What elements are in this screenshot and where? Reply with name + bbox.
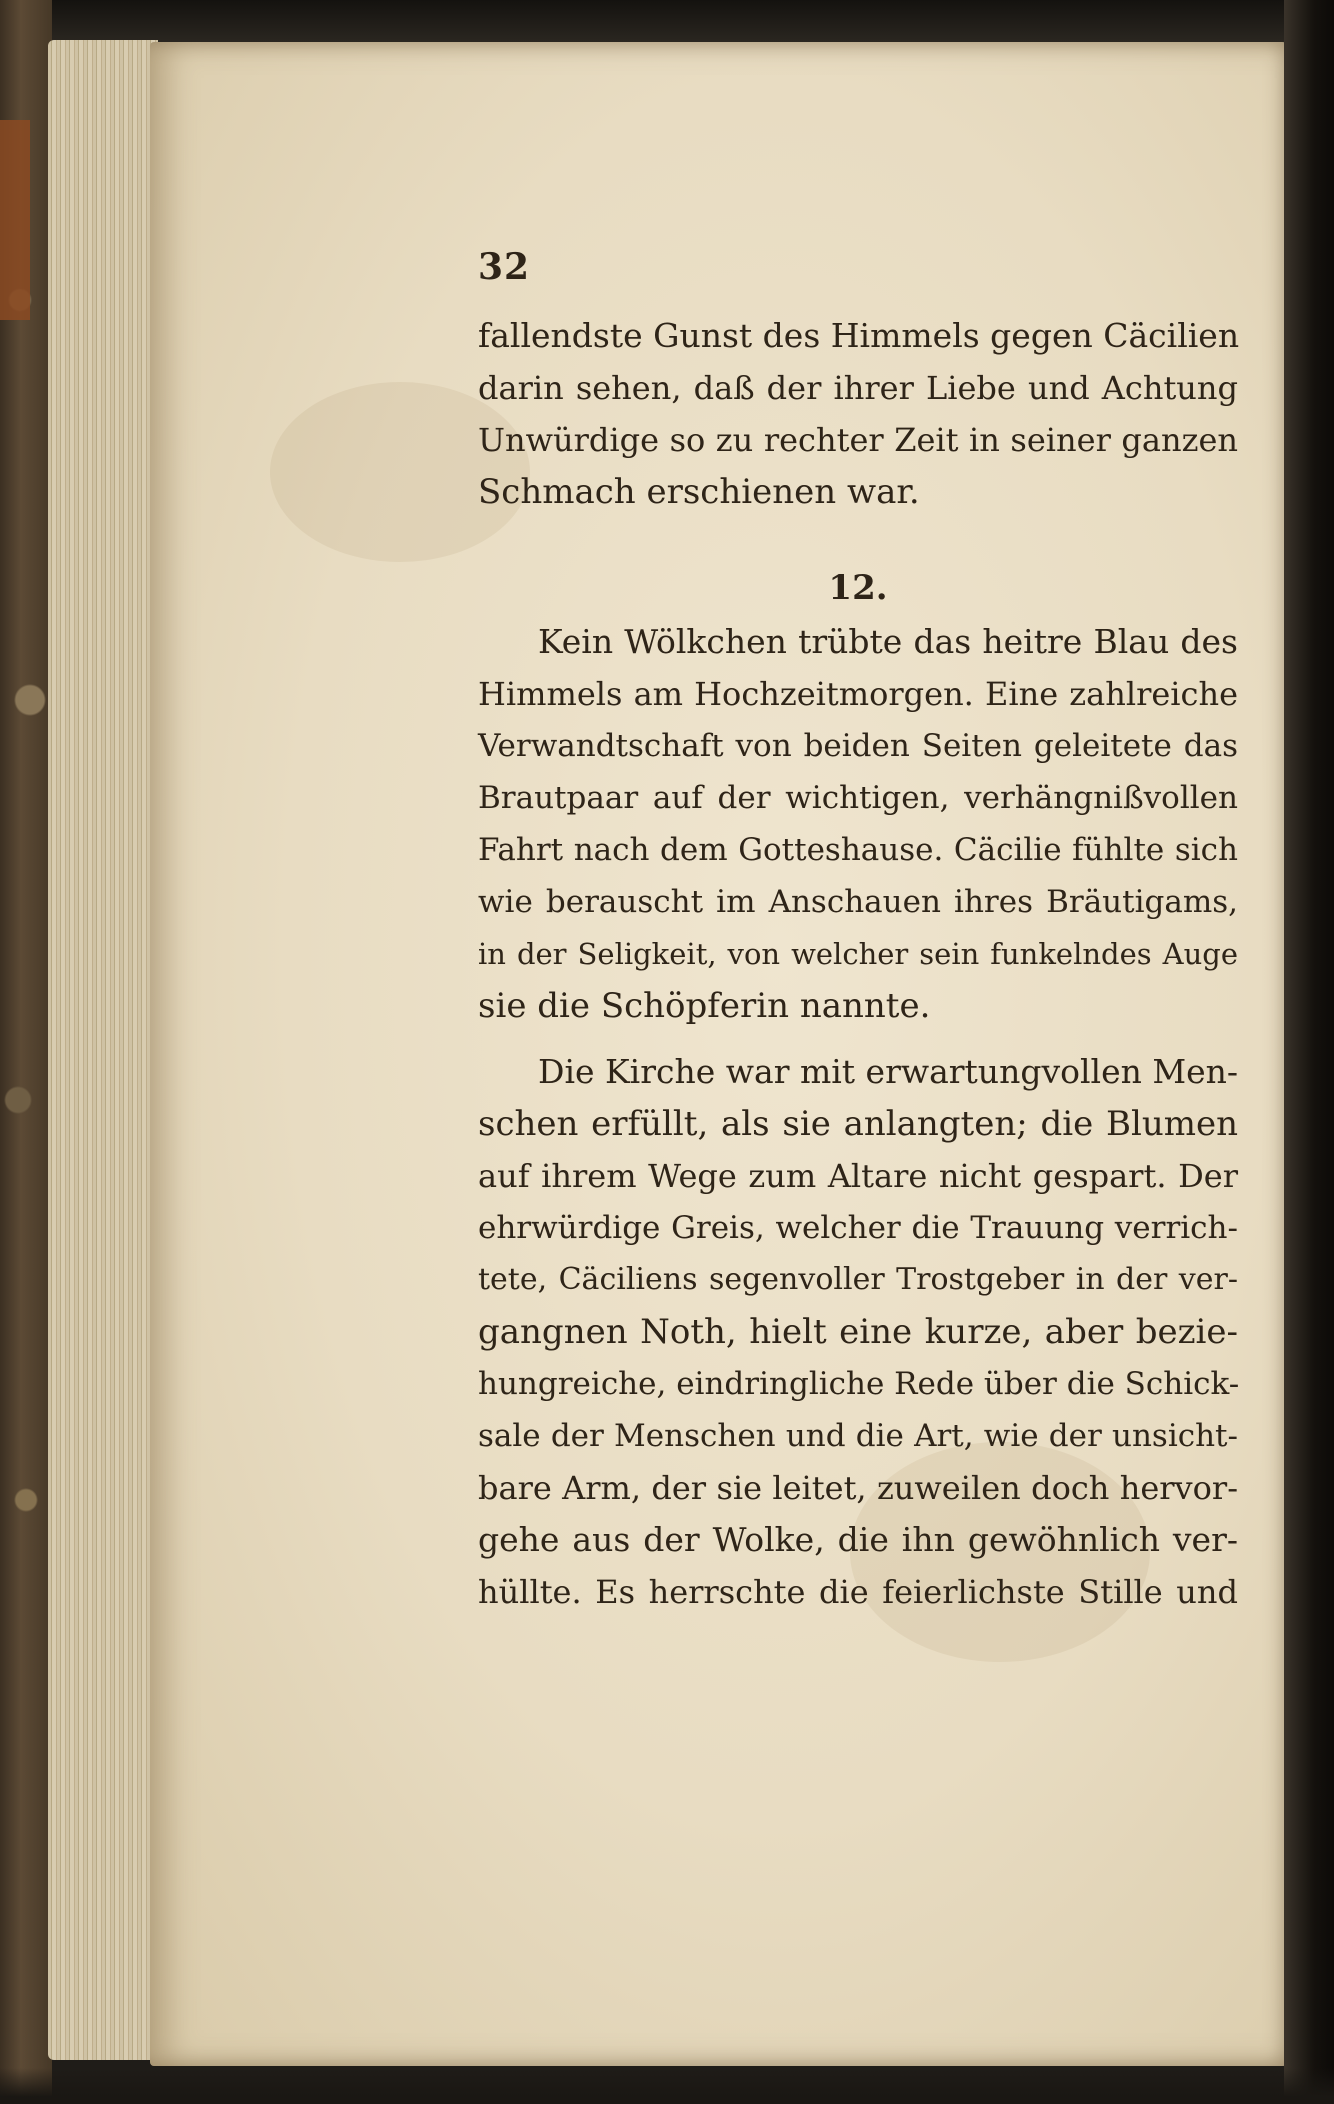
text-line: Unwürdige so zu rechter Zeit in seiner ganzen: [478, 421, 1238, 459]
text-line: Fahrt nach dem Gotteshause. Cäcilie fühlte sich: [478, 832, 1238, 868]
book-cover-left: [0, 0, 52, 2104]
text-line: wie berauscht im Anschauen ihres Bräutigams,: [478, 884, 1238, 920]
text-line: Brautpaar auf der wichtigen, verhängnißvollen: [478, 780, 1238, 816]
text-line: in der Seligkeit, von welcher sein funkelndes Auge: [478, 937, 1238, 971]
text-line: Schmach erschienen war.: [478, 472, 920, 512]
text-line: darin sehen, daß der ihrer Liebe und Achtung: [478, 369, 1238, 407]
text-line: ehrwürdige Greis, welcher die Trauung verrich-: [478, 1210, 1238, 1246]
text-line: sie die Schöpferin nannte.: [478, 986, 931, 1026]
text-line: hungreiche, eindringliche Rede über die Schick-: [478, 1366, 1240, 1402]
text-line: tete, Cäciliens segenvoller Trostgeber in der ver-: [478, 1262, 1238, 1297]
text-line: auf ihrem Wege zum Altare nicht gespart. Der: [478, 1157, 1238, 1195]
page-stack-edges: [48, 40, 158, 2060]
book-bottom-edge: [0, 2068, 1334, 2104]
page-number: 32: [478, 246, 531, 288]
leather-spine-patch: [0, 120, 30, 320]
text-line: schen erfüllt, als sie anlangten; die Blumen: [478, 1104, 1238, 1144]
text-line: bare Arm, der sie leitet, zuweilen doch hervor-: [478, 1469, 1238, 1507]
text-line: gangnen Noth, hielt eine kurze, aber bezie-: [478, 1312, 1238, 1352]
text-line: sale der Menschen und die Art, wie der unsicht-: [478, 1418, 1238, 1454]
text-line: hüllte. Es herrschte die feierlichste Stille und: [478, 1573, 1238, 1611]
text-line: gehe aus der Wolke, die ihn gewöhnlich ver-: [478, 1520, 1238, 1559]
section-number: 12.: [828, 568, 888, 608]
book-right-edge: [1284, 0, 1334, 2104]
text-line: fallendste Gunst des Himmels gegen Cäcilien: [478, 316, 1240, 355]
text-line: Kein Wölkchen trübte das heitre Blau des: [538, 622, 1238, 661]
text-line: Die Kirche war mit erwartungvollen Men-: [538, 1052, 1239, 1091]
text-line: Verwandtschaft von beiden Seiten geleitete das: [478, 728, 1238, 764]
text-line: Himmels am Hochzeitmorgen. Eine zahlreiche: [478, 675, 1238, 713]
